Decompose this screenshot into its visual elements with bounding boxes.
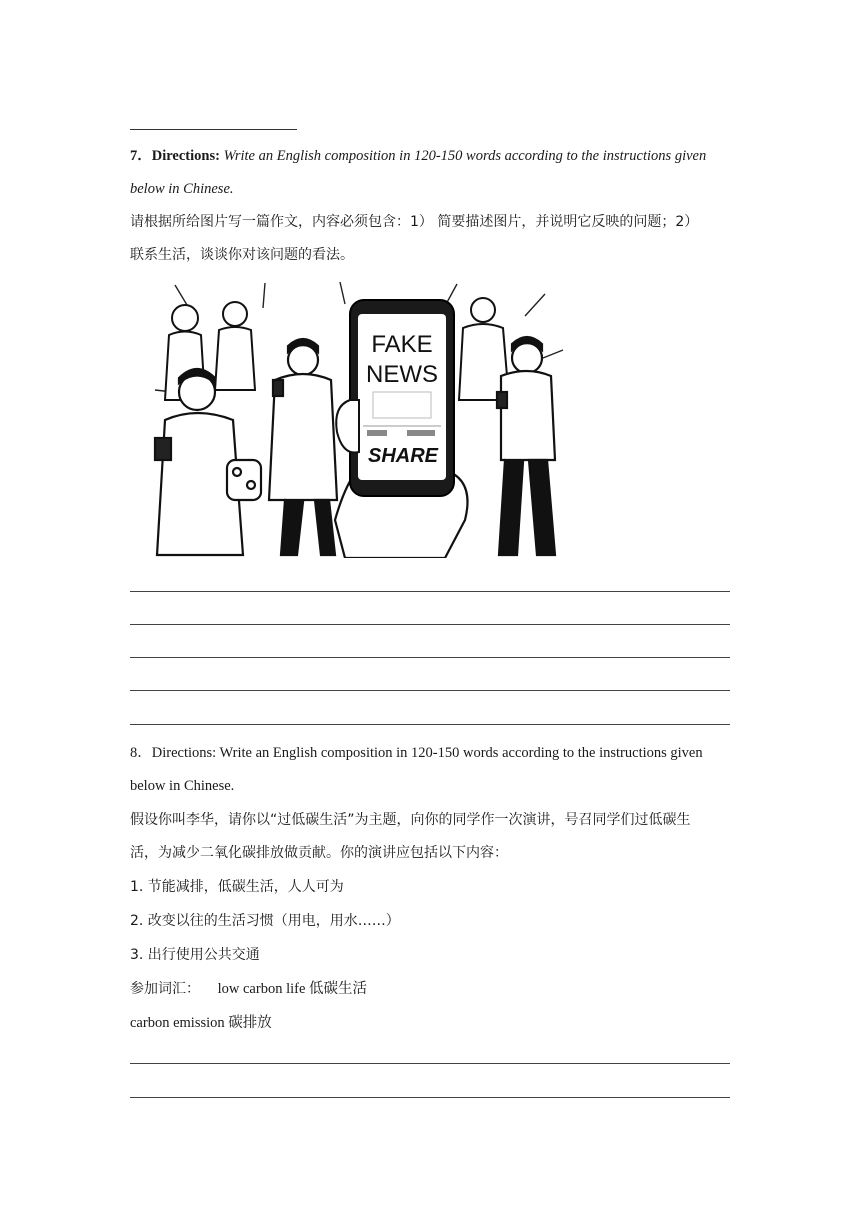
phone-news-text: NEWS: [366, 361, 438, 388]
phone-graphic: [350, 300, 454, 496]
q7-directions-label: Directions:: [151, 148, 220, 164]
q8-chinese-line2: 活，为减少二氧化碳排放做贡献。你的演讲应包括以下内容：: [130, 845, 508, 861]
q8-directions-text: Directions: Write an English composition in 120-150 words according to the instructions given: [151, 745, 703, 761]
q7-answer-line-5: [130, 724, 730, 725]
q8-point-1: 1. 节能减排，低碳生活，人人可为: [130, 879, 344, 895]
phone-fake-text: FAKE: [371, 331, 433, 358]
q7-answer-line-1: [130, 591, 730, 592]
q7-chinese-line2: 联系生活，谈谈你对该问题的看法。: [130, 247, 354, 263]
q7-number: 7．: [130, 148, 152, 164]
q7-directions-line1: [130, 146, 706, 166]
q8-answer-line-1: [130, 1063, 730, 1064]
q8-vocab-item-2: carbon emission 碳排放: [130, 1015, 272, 1031]
q8-vocab-item-1: low carbon life 低碳生活: [217, 981, 368, 997]
q8-chinese-line1: 假设你叫李华，请你以“过低碳生活”为主题，向你的同学作一次演讲，号召同学们过低碳生: [130, 812, 691, 828]
phone-share-text: SHARE: [367, 445, 439, 467]
q8-vocab-label: 参加词汇：: [130, 981, 200, 997]
fake-news-illustration: [145, 280, 575, 558]
q8-directions-line1: [130, 743, 703, 763]
q7-answer-line-4: [130, 690, 730, 691]
q7-directions-line2: below in Chinese.: [130, 181, 234, 197]
q8-directions-line2: below in Chinese.: [130, 778, 235, 794]
q8-answer-line-2: [130, 1097, 730, 1098]
q7-chinese-line1: 请根据所给图片写一篇作文，内容必须包含：1） 简要描述图片，并说明它反映的问题；2）: [130, 214, 699, 230]
q8-point-3: 3. 出行使用公共交通: [130, 947, 260, 963]
q8-point-2: 2. 改变以往的生活习惯（用电，用水……）: [130, 913, 400, 929]
q8-number: 8．: [130, 745, 152, 761]
answer-line-top: [130, 129, 297, 130]
q7-answer-line-3: [130, 657, 730, 658]
q8-vocab-line1: [130, 979, 367, 999]
q7-answer-line-2: [130, 624, 730, 625]
q7-directions-text: Write an English composition in 120-150 words according to the instructions given: [223, 148, 707, 164]
